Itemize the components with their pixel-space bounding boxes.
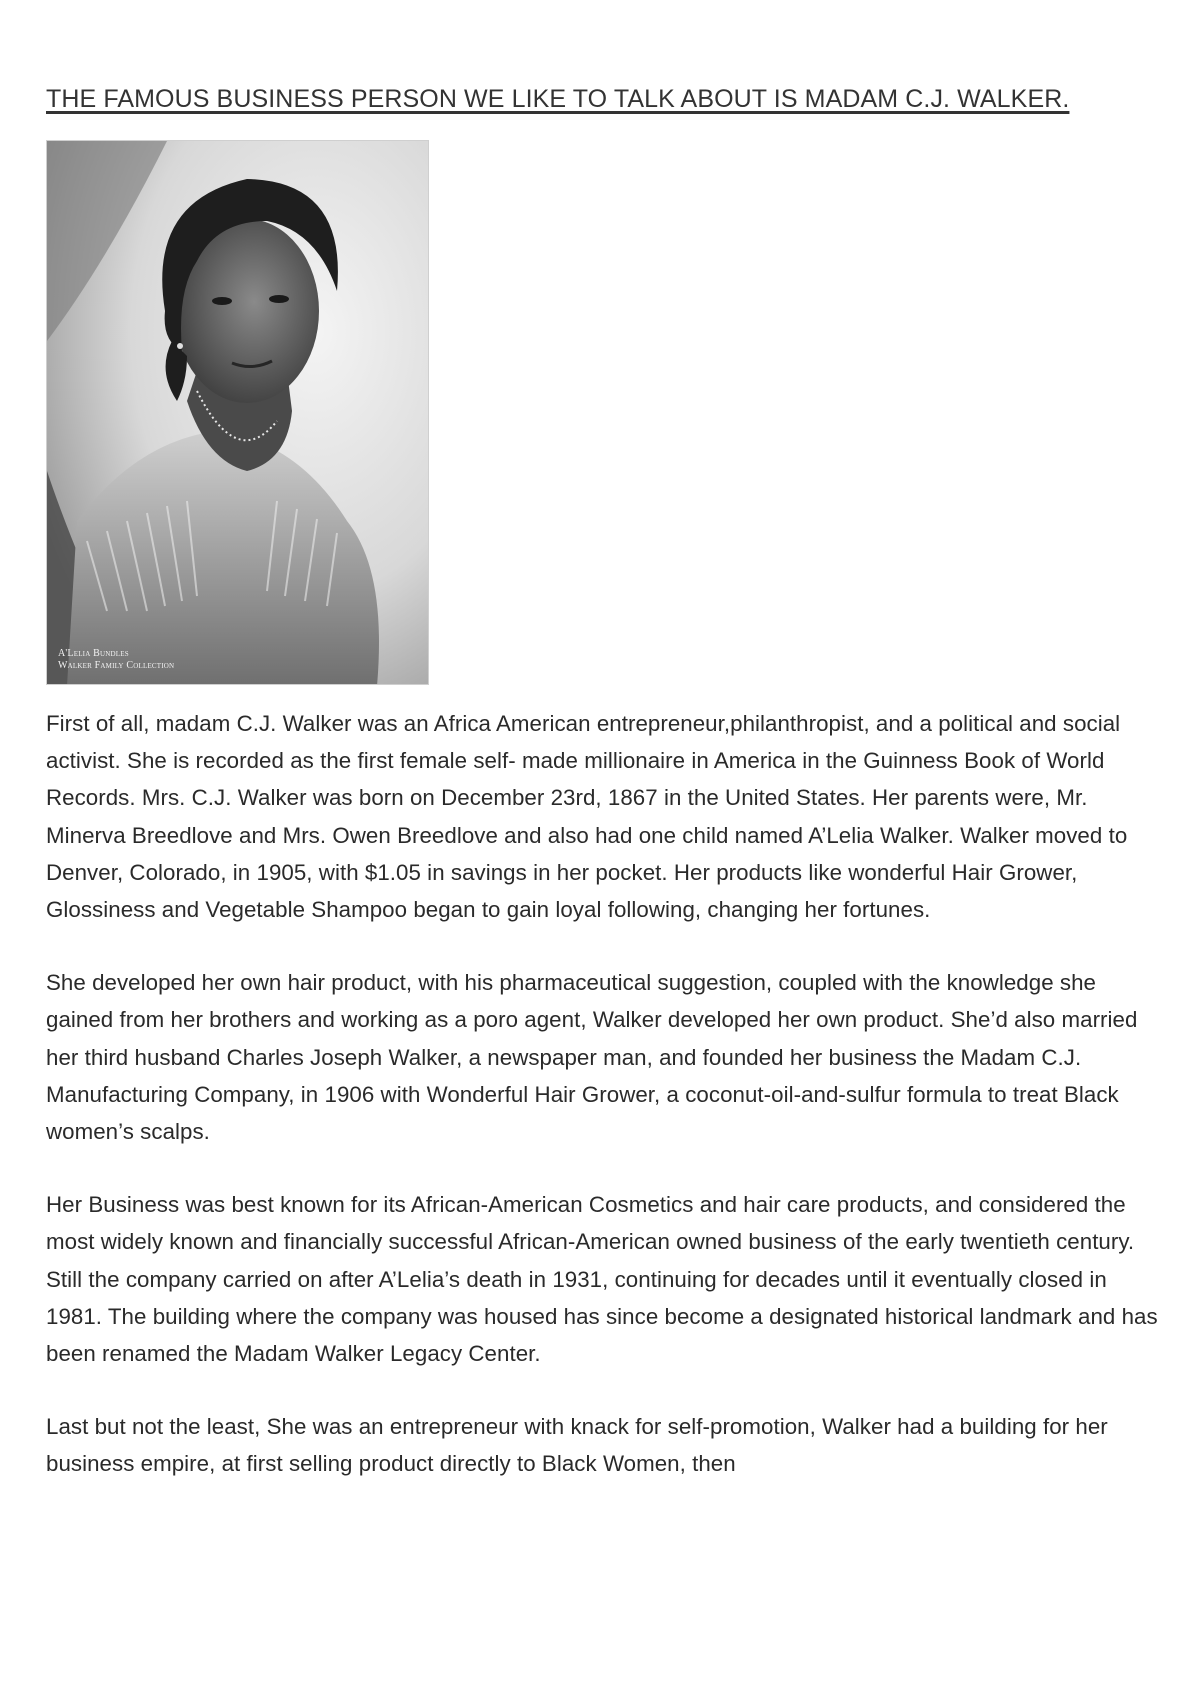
- article-title: THE FAMOUS BUSINESS PERSON WE LIKE TO TALK ABOUT IS MADAM C.J. WALKER.: [46, 85, 1070, 113]
- paragraph-intro: First of all, madam C.J. Walker was an Africa American entrepreneur,philanthropist, and a political and social activist. She is recorded as the first female self- made millionaire in America in the Guinness Book of World Records. Mrs. C.J. Walker was born on December 23rd, 1867 in the United States. Her parents were, Mr. Minerva Breedlove and Mrs. Owen Breedlove and also had one child named A’Lelia Walker. Walker moved to Denver, Colorado, in 1905, with $1.05 in savings in her pocket. Her products like wonderful Hair Grower, Glossiness and Vegetable Shampoo began to gain loyal following, changing her fortunes.: [46, 711, 1128, 923]
- photo-credit: [58, 648, 174, 672]
- portrait-photo: [46, 140, 429, 685]
- paragraph-conclusion: Last but not the least, She was an entrepreneur with knack for self-promotion, Walker had a building for her business empire, at first selling product directly to Black Women, then: [46, 1414, 1108, 1477]
- article-body: [46, 705, 1161, 1483]
- portrait-illustration: [47, 141, 429, 685]
- photo-credit-line-1: A'Lelia Bundles: [58, 648, 129, 659]
- photo-credit-line-2: Walker Family Collection: [58, 660, 175, 671]
- document-page: [46, 80, 1161, 1519]
- paragraph-business: Her Business was best known for its African-American Cosmetics and hair care products, and considered the most widely known and financially successful African-American owned business of the early twentieth century. Still the company carried on after A’Lelia’s death in 1931, continuing for decades until it eventually closed in 1981. The building where the company was housed has since become a designated historical landmark and has been renamed the Madam Walker Legacy Center.: [46, 1192, 1158, 1367]
- paragraph-product: She developed her own hair product, with his pharmaceutical suggestion, coupled with the knowledge she gained from her brothers and working as a poro agent, Walker developed her own product. She’d also married her third husband Charles Joseph Walker, a newspaper man, and founded her business the Madam C.J. Manufacturing Company, in 1906 with Wonderful Hair Grower, a coconut-oil-and-sulfur formula to treat Black women’s scalps.: [46, 970, 1138, 1145]
